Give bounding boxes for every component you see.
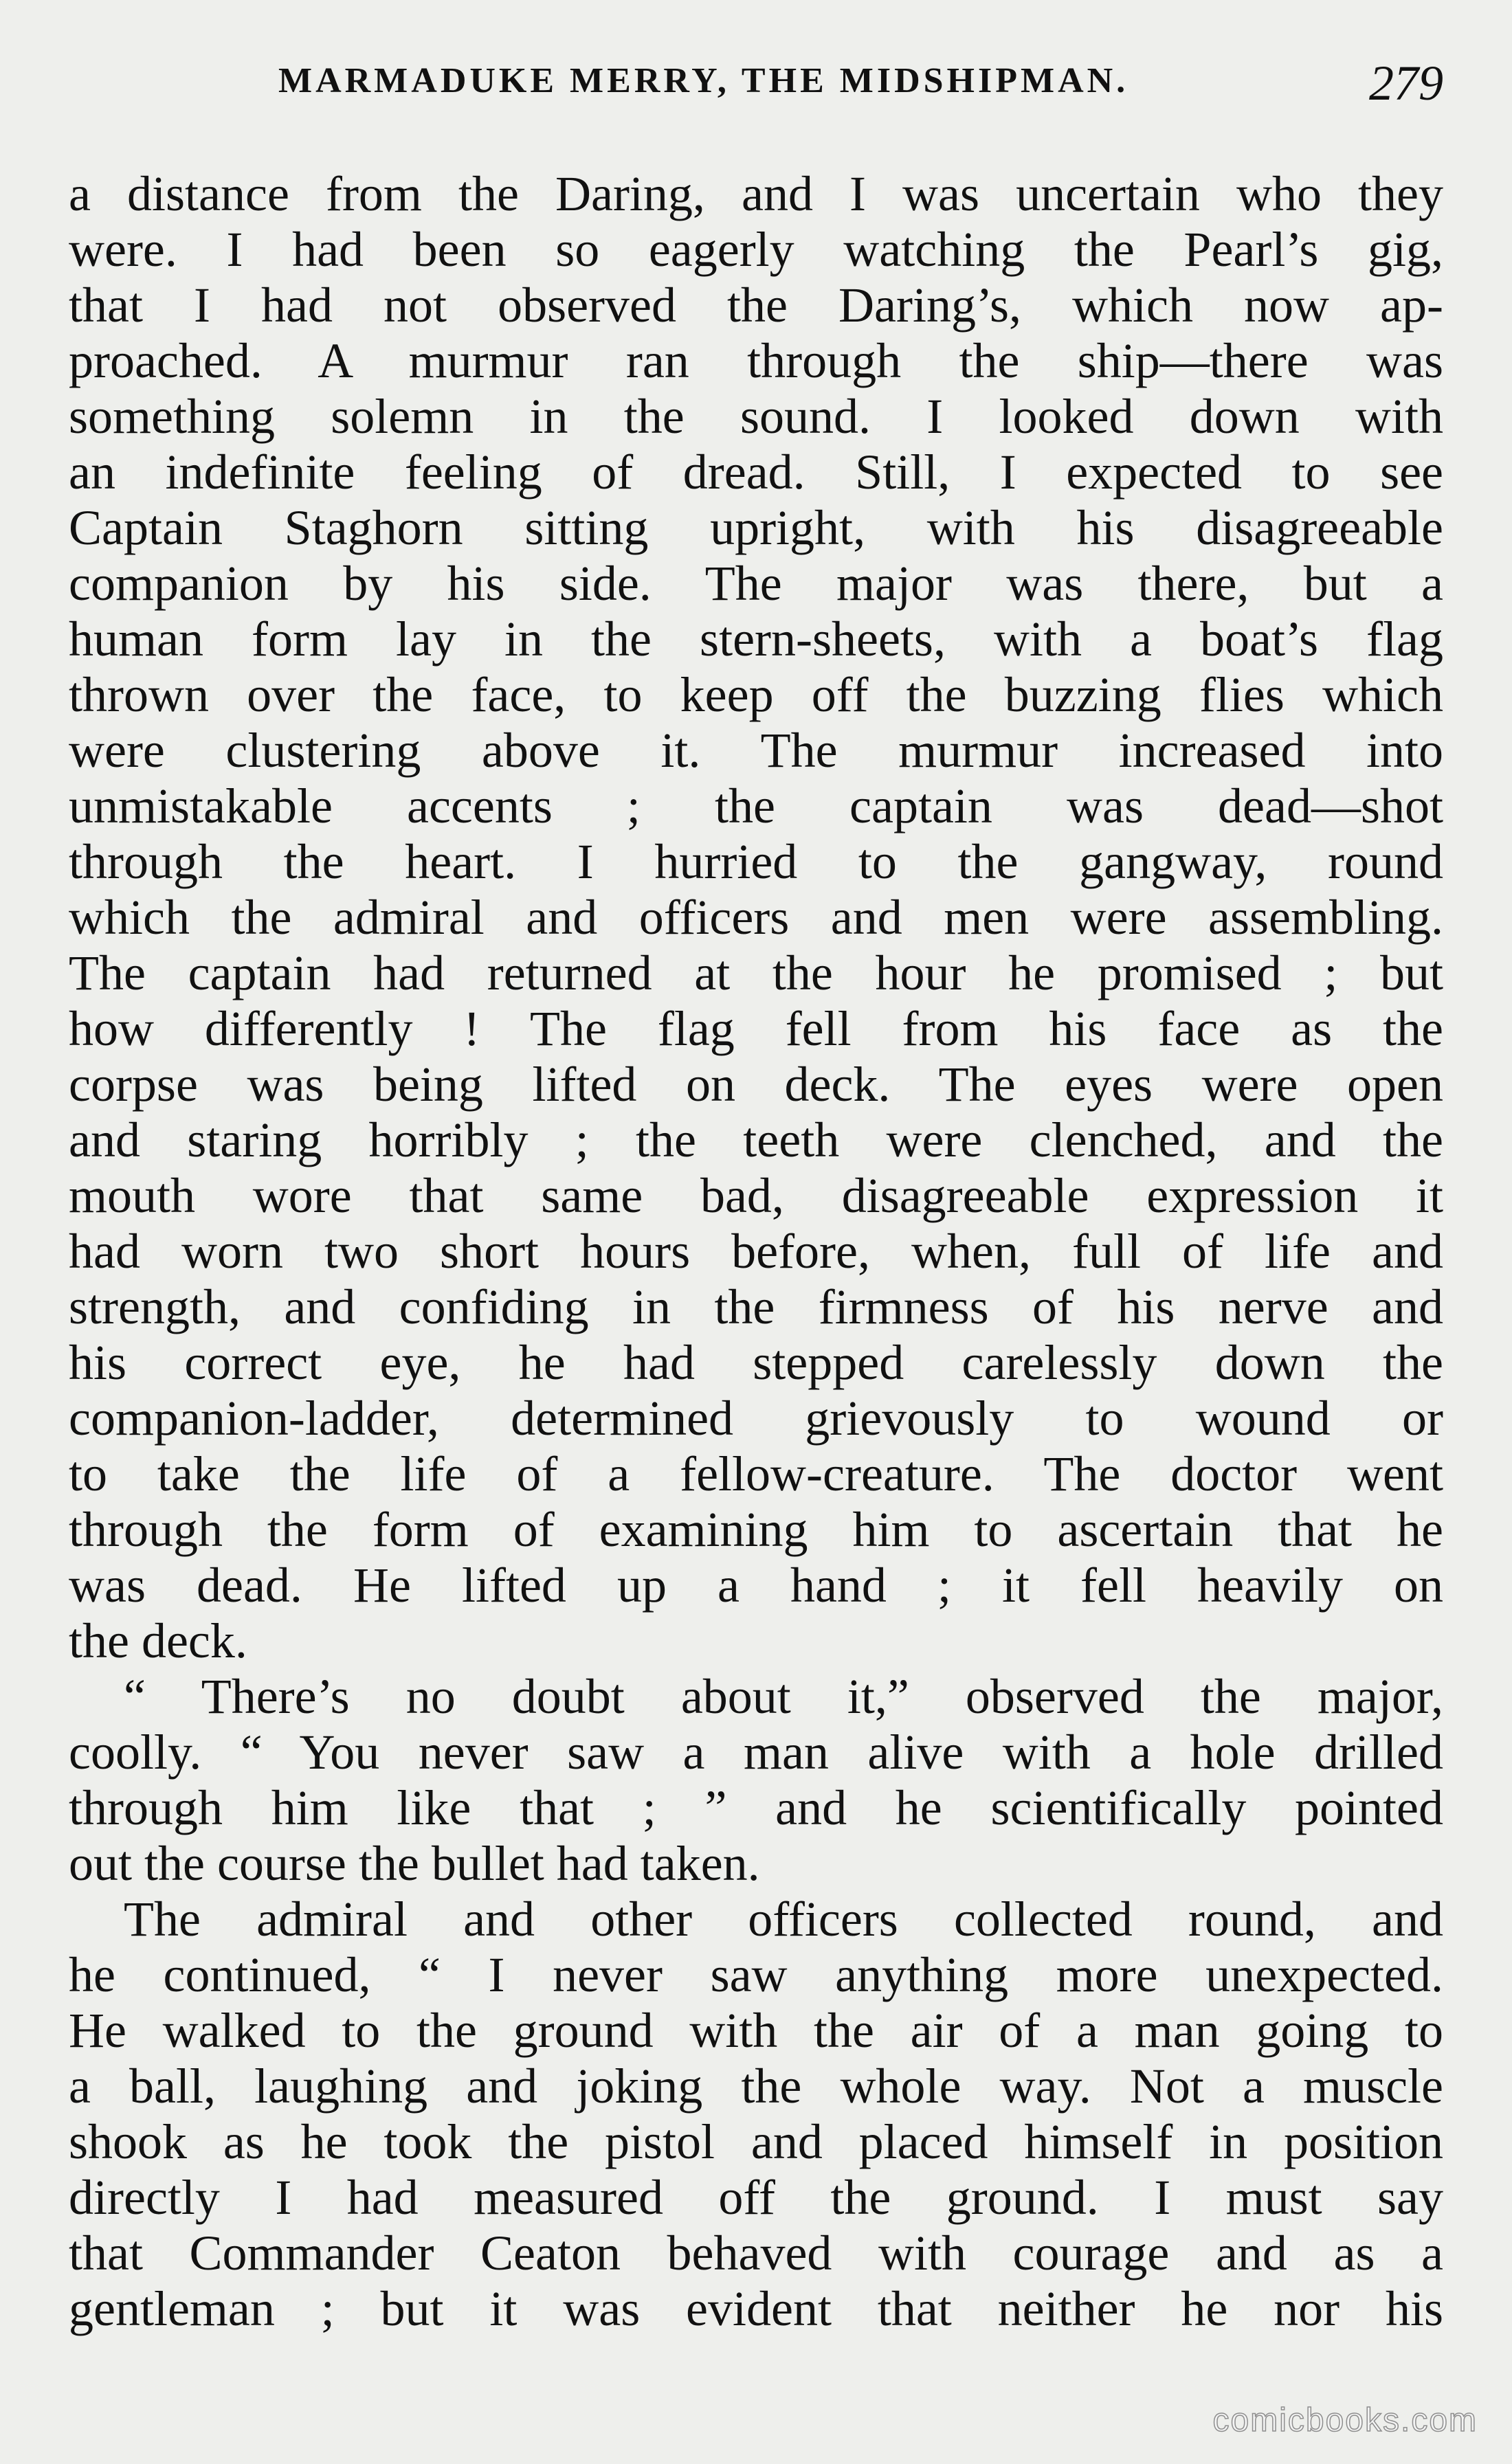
watermark: comicbooks.com: [1212, 2402, 1478, 2439]
text-line: the deck.: [69, 1613, 247, 1668]
text-line: human form lay in the stern-sheets, with a boat’s flag: [69, 612, 1443, 667]
text-line: were. I had been so eagerly watching the Pearl’s gig,: [69, 222, 1443, 277]
text-line: were clustering above it. The murmur increased into: [69, 723, 1443, 778]
text-line: an indefinite feeling of dread. Still, I expected to see: [69, 445, 1443, 500]
text-line: unmistakable accents ; the captain was dead—shot: [69, 779, 1443, 833]
text-line: to take the life of a fellow-creature. The doctor went: [69, 1446, 1443, 1501]
text-line: a distance from the Daring, and I was uncertain who they: [69, 166, 1443, 221]
text-line: companion-ladder, determined grievously to wound or: [69, 1391, 1443, 1446]
text-line: companion by his side. The major was there, but a: [69, 556, 1443, 611]
text-line: Captain Staghorn sitting upright, with his disagreeable: [69, 500, 1443, 555]
text-line: that I had not observed the Daring’s, which now ap-: [69, 278, 1443, 333]
page-header: [69, 41, 1443, 144]
text-line: a ball, laughing and joking the whole way. Not a muscle: [69, 2059, 1443, 2114]
text-line: “ There’s no doubt about it,” observed the major,: [124, 1669, 1443, 1724]
text-line: shook as he took the pistol and placed himself in position: [69, 2114, 1443, 2169]
text-line: which the admiral and officers and men were assembling.: [69, 890, 1443, 945]
text-line: he continued, “ I never saw anything more unexpected.: [69, 1947, 1443, 2002]
text-line: his correct eye, he had stepped carelessly down the: [69, 1335, 1443, 1390]
text-line: something solemn in the sound. I looked down with: [69, 389, 1443, 444]
text-line: corpse was being lifted on deck. The eyes were open: [69, 1057, 1443, 1112]
text-line: proached. A murmur ran through the ship—there was: [69, 333, 1443, 388]
text-line: The captain had returned at the hour he promised ; but: [69, 945, 1443, 1000]
text-line: how differently ! The flag fell from his face as the: [69, 1001, 1443, 1056]
text-line: and staring horribly ; the teeth were clenched, and the: [69, 1112, 1443, 1167]
text-line: was dead. He lifted up a hand ; it fell heavily on: [69, 1558, 1443, 1613]
text-line: that Commander Ceaton behaved with courage and as a: [69, 2226, 1443, 2281]
text-line: mouth wore that same bad, disagreeable expression it: [69, 1168, 1443, 1223]
text-line: thrown over the face, to keep off the buzzing flies which: [69, 667, 1443, 722]
text-line: out the course the bullet had taken.: [69, 1836, 760, 1891]
body-text: [69, 166, 1443, 2337]
text-line: The admiral and other officers collected round, and: [124, 1892, 1443, 1947]
page-number: 279: [1369, 56, 1443, 111]
text-line: had worn two short hours before, when, full of life and: [69, 1224, 1443, 1279]
text-line: through the heart. I hurried to the gangway, round: [69, 834, 1443, 889]
text-line: He walked to the ground with the air of a man going to: [69, 2003, 1443, 2058]
text-line: through the form of examining him to ascertain that he: [69, 1502, 1443, 1557]
text-line: through him like that ; ” and he scientifically pointed: [69, 1780, 1443, 1835]
text-line: directly I had measured off the ground. I must say: [69, 2170, 1443, 2225]
text-line: gentleman ; but it was evident that neither he nor his: [69, 2281, 1443, 2336]
running-head: MARMADUKE MERRY, THE MIDSHIPMAN.: [278, 61, 1129, 100]
text-line: coolly. “ You never saw a man alive with a hole drilled: [69, 1725, 1443, 1780]
text-line: strength, and confiding in the firmness of his nerve and: [69, 1279, 1443, 1334]
